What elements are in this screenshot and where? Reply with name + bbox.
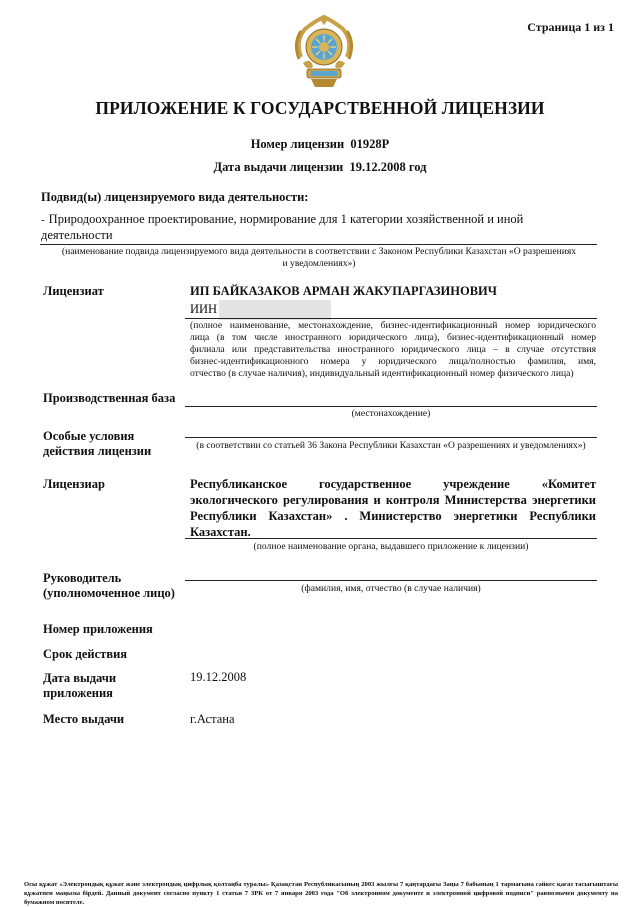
licensor-line: экологического регулирования и контроля Министерства энергетики xyxy=(190,493,596,507)
label-line: (уполномоченное лицо) xyxy=(43,586,175,600)
label-line: приложения xyxy=(43,686,113,700)
licensee-label: Лицензиат xyxy=(43,284,104,298)
divider xyxy=(185,580,597,581)
license-number-line xyxy=(0,137,640,152)
production-base-note: (местонахождение) xyxy=(351,408,431,419)
document-title: ПРИЛОЖЕНИЕ К ГОСУДАРСТВЕННОЙ ЛИЦЕНЗИИ xyxy=(95,98,545,118)
label-line: Дата выдачи xyxy=(43,671,117,685)
subtype-note xyxy=(30,246,608,270)
licensee-name: ИП БАЙКАЗАКОВ АРМАН ЖАКУПАРГАЗИНОВИЧ xyxy=(190,284,497,298)
licensor-line: Республиканское государственное учреждение «Комитет xyxy=(190,477,596,491)
licensor-label: Лицензиар xyxy=(43,477,105,491)
note-line: и уведомлениях») xyxy=(282,258,356,269)
licensee-iin xyxy=(190,300,331,320)
subtype-heading: Подвид(ы) лицензируемого вида деятельности: xyxy=(41,190,309,204)
special-conditions-label xyxy=(43,429,151,459)
bullet-dash-icon: - xyxy=(41,214,45,226)
head-note: (фамилия, имя, отчество (в случае наличия) xyxy=(301,583,481,594)
issue-date-value: 19.12.2008 xyxy=(190,670,247,684)
issue-place-value: г.Астана xyxy=(190,712,235,726)
divider xyxy=(185,437,597,438)
note-line: (полное наименование, местонахождение, бизнес-идентификационный номер юридического xyxy=(190,320,596,331)
head-label xyxy=(43,571,175,601)
legal-footer: Осы құжат «Электрондық құжат және электрондық цифрлық қолтаңба туралы» Қазақстан Республикасының 2003 жылғы 7 қаңтардағы Заңы 7 бабының 1 тармағына сәйкес қағаз тасығыштағы құжатпен маңызы бірдей. Данный документ согласно пункту 1 статьи 7 ЗРК от 7 января 2003 года "Об электронном документе и электронной цифровой подписи" равнозначен документу на бумажном носителе. xyxy=(24,881,618,906)
iin-redacted-field xyxy=(219,300,331,320)
label-line: Руководитель xyxy=(43,571,122,585)
license-number-label: Номер лицензии xyxy=(250,137,345,151)
license-date-value: 19.12.2008 год xyxy=(349,160,427,174)
note-line: лица (в том числе иностранного юридического лица), бизнес-идентификационный номер xyxy=(190,332,596,343)
iin-label: ИИН xyxy=(190,301,218,316)
issue-place-label: Место выдачи xyxy=(43,712,125,726)
subtype-item xyxy=(41,212,581,243)
divider xyxy=(40,244,597,245)
subtype-item-text: Природоохранное проектирование, нормирование для 1 категории хозяйственной и иной деятельности xyxy=(41,212,524,242)
note-line: отчество (в случае наличия), индивидуальный идентификационный номер физического лица) xyxy=(190,368,574,379)
licensee-note xyxy=(190,320,596,380)
divider xyxy=(185,406,597,407)
license-number-value: 01928Р xyxy=(350,137,390,151)
appendix-number-label: Номер приложения xyxy=(43,622,153,636)
licensor-name xyxy=(190,476,596,540)
licensor-note: (полное наименование органа, выдавшего приложение к лицензии) xyxy=(253,541,529,552)
licensor-line: Казахстан. xyxy=(190,525,251,539)
license-date-label: Дата выдачи лицензии xyxy=(213,160,344,174)
special-conditions-note: (в соответствии со статьей 36 Закона Республики Казахстан «О разрешениях и уведомлениях») xyxy=(196,440,586,451)
issue-date-label xyxy=(43,671,116,701)
note-line: (наименование подвида лицензируемого вида деятельности в соответствии с Законом Республики Казахстан «О разрешениях xyxy=(61,246,577,257)
label-line: действия лицензии xyxy=(43,444,152,458)
licensor-line: Республики Казахстан» . Министерство энергетики Республики xyxy=(190,509,596,523)
production-base-label: Производственная база xyxy=(43,391,176,405)
license-date-line xyxy=(0,160,640,175)
state-emblem-kazakhstan-icon xyxy=(291,13,357,89)
label-line: Особые условия xyxy=(43,429,135,443)
note-line: бизнес-идентификационного номера у юридического лица/полностью фамилия, имя, xyxy=(190,356,596,367)
note-line: филиала или представительства иностранного юридического лица – в случае отсутствия xyxy=(190,344,596,355)
divider xyxy=(185,538,597,539)
validity-label: Срок действия xyxy=(43,647,128,661)
page-indicator: Страница 1 из 1 xyxy=(527,20,614,34)
divider xyxy=(185,318,597,319)
